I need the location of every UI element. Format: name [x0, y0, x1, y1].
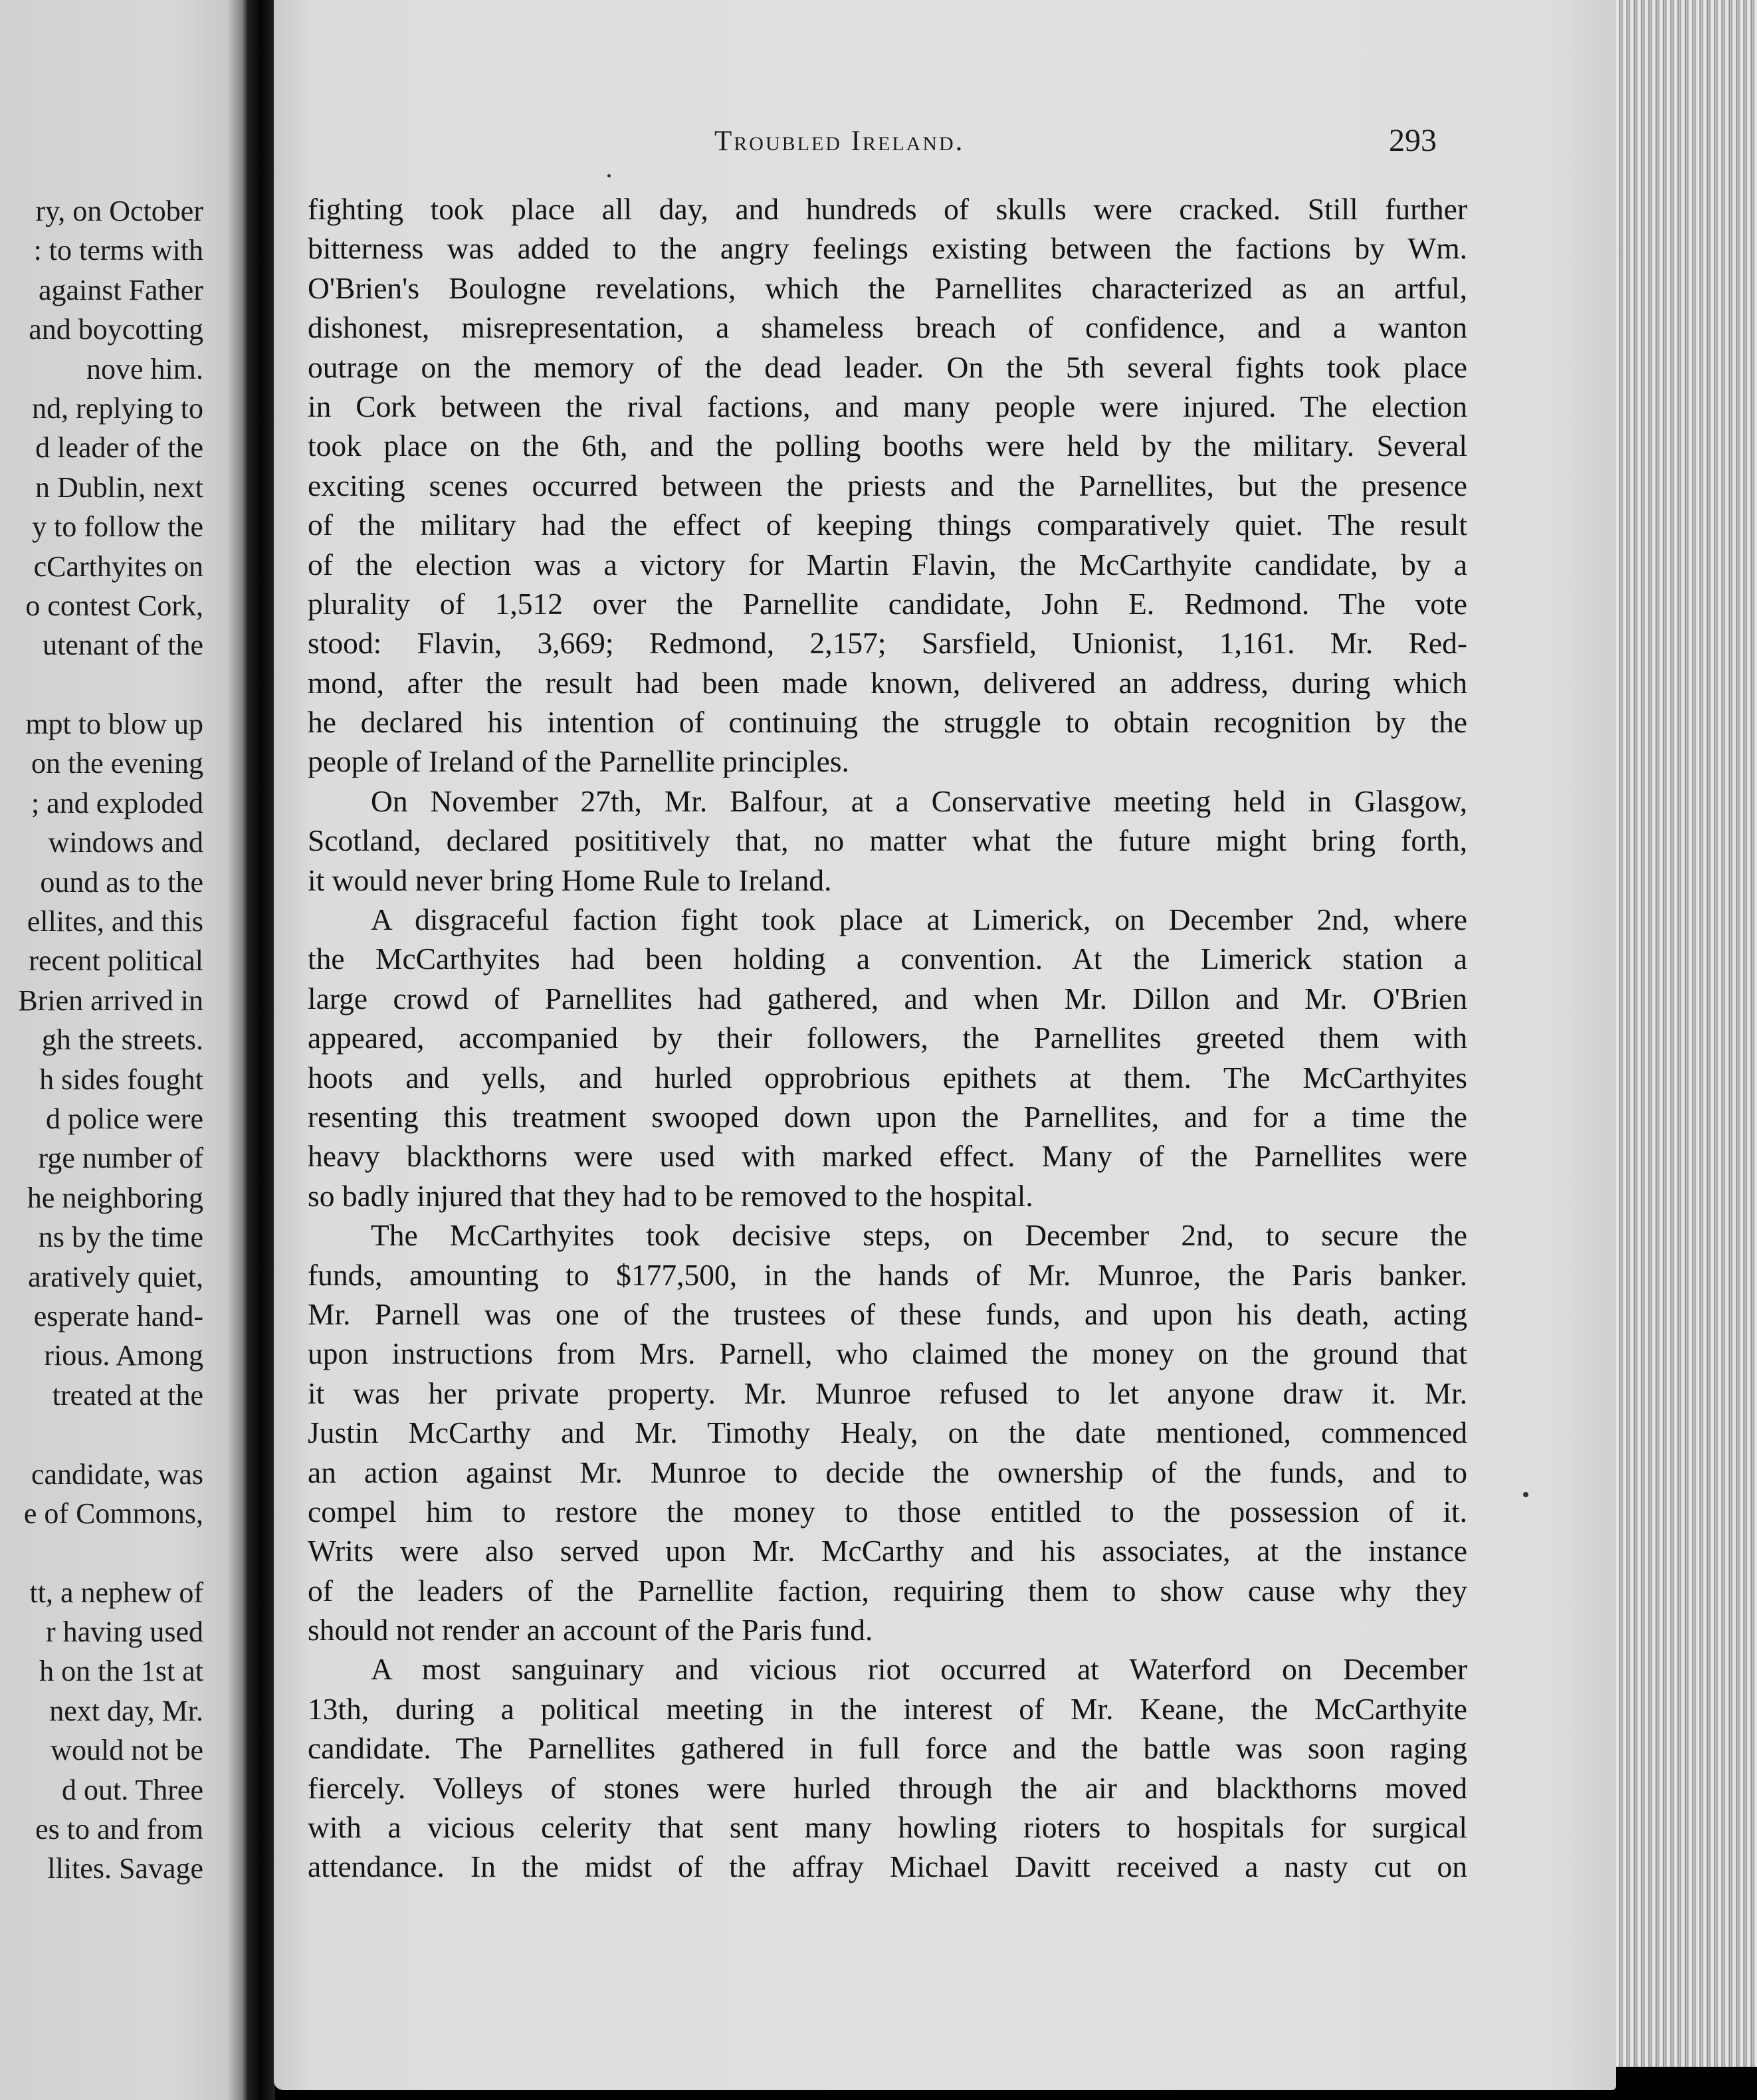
body-text — [308, 189, 1467, 1887]
left-page-line: he neighboring — [27, 1181, 203, 1214]
left-page-line: windows and — [48, 826, 203, 859]
left-page-line: llites. Savage — [47, 1852, 203, 1885]
left-page-line: utenant of the — [43, 629, 203, 662]
text-line: dishonest, misrepresentation, a shameless breach of confidence, and a wanton — [308, 310, 1467, 345]
left-page-line: Brien arrived in — [18, 984, 203, 1017]
running-head: Troubled Ireland. — [714, 126, 965, 157]
text-line: Scotland, declared posititively that, no matter what the future might bring forth, — [308, 823, 1467, 858]
text-line: heavy blackthorns were used with marked effect. Many of the Parnellites were — [308, 1139, 1467, 1174]
speck — [1523, 1492, 1528, 1497]
text-line: resenting this treatment swooped down upon the Parnellites, and for a time the — [308, 1099, 1467, 1134]
left-page-line: mpt to blow up — [25, 708, 203, 741]
text-line: with a vicious celerity that sent many howling rioters to hospitals for surgical — [308, 1810, 1467, 1845]
page-number: 293 — [1389, 123, 1437, 158]
left-page-line: recent political — [29, 944, 203, 978]
left-page-line: e of Commons, — [23, 1497, 203, 1530]
text-line: should not render an account of the Paris fund. — [308, 1613, 873, 1647]
text-line: A most sanguinary and vicious riot occurred at Waterford on December — [371, 1652, 1467, 1687]
left-page-line: es to and from — [35, 1813, 203, 1846]
text-line: A disgraceful faction fight took place at Limerick, on December 2nd, where — [371, 902, 1467, 937]
text-line: of the leaders of the Parnellite faction, requiring them to show cause why they — [308, 1573, 1467, 1608]
left-page-line: ellites, and this — [27, 905, 203, 938]
left-page-line: d out. Three — [61, 1773, 203, 1806]
text-line: The McCarthyites took decisive steps, on December 2nd, to secure the — [371, 1218, 1467, 1253]
text-line: large crowd of Parnellites had gathered, and when Mr. Dillon and Mr. O'Brien — [308, 981, 1467, 1015]
left-page-line: next day, Mr. — [49, 1694, 203, 1727]
left-page-line: d leader of the — [35, 431, 203, 465]
text-line: On November 27th, Mr. Balfour, at a Conservative meeting held in Glasgow, — [371, 784, 1467, 818]
text-line: Mr. Parnell was one of the trustees of these funds, and upon his death, acting — [308, 1297, 1467, 1331]
left-page-line: would not be — [51, 1734, 203, 1767]
left-page-line: d police were — [46, 1102, 203, 1135]
text-line: exciting scenes occurred between the priests and the Parnellites, but the presence — [308, 468, 1467, 502]
text-line: took place on the 6th, and the polling booths were held by the military. Several — [308, 429, 1467, 463]
text-line: plurality of 1,512 over the Parnellite candidate, John E. Redmond. The vote — [308, 586, 1467, 621]
text-line: of the military had the effect of keeping things comparatively quiet. The result — [308, 508, 1467, 542]
left-page-line: ; and exploded — [31, 786, 203, 819]
text-line: he declared his intention of continuing the struggle to obtain recognition by the — [308, 705, 1467, 740]
left-page-line — [0, 1415, 203, 1454]
text-line: candidate. The Parnellites gathered in full force and the battle was soon raging — [308, 1731, 1467, 1766]
text-line: attendance. In the midst of the affray Michael Davitt received a nasty cut on — [308, 1849, 1467, 1884]
left-page-line: esperate hand- — [33, 1299, 203, 1332]
text-line: stood: Flavin, 3,669; Redmond, 2,157; Sarsfield, Unionist, 1,161. Mr. Red- — [308, 626, 1467, 661]
left-page-line: nove him. — [86, 352, 203, 385]
text-line: hoots and yells, and hurled opprobrious epithets at them. The McCarthyites — [308, 1060, 1467, 1095]
text-line: mond, after the result had been made known, delivered an address, during which — [308, 665, 1467, 700]
speck — [607, 174, 611, 177]
left-page-line: h sides fought — [39, 1063, 203, 1096]
text-line: in Cork between the rival factions, and many people were injured. The election — [308, 389, 1467, 423]
text-line: funds, amounting to $177,500, in the hands of Mr. Munroe, the Paris banker. — [308, 1257, 1467, 1292]
left-page-line: cCarthyites on — [33, 550, 203, 583]
text-line: fiercely. Volleys of stones were hurled through the air and blackthorns moved — [308, 1770, 1467, 1805]
left-page-line: gh the streets. — [41, 1023, 203, 1057]
left-page-line — [0, 665, 203, 704]
left-page-line: rge number of — [38, 1142, 203, 1175]
left-page-line: candidate, was — [31, 1457, 203, 1491]
text-line: Justin McCarthy and Mr. Timothy Healy, on the date mentioned, commenced — [308, 1416, 1467, 1450]
left-page-line: y to follow the — [32, 510, 203, 544]
text-line: Writs were also served upon Mr. McCarthy and his associates, at the instance — [308, 1534, 1467, 1568]
text-line: fighting took place all day, and hundreds of skulls were cracked. Still further — [308, 192, 1467, 226]
left-page-line: tt, a nephew of — [29, 1576, 203, 1609]
text-line: so badly injured that they had to be removed to the hospital. — [308, 1178, 1033, 1213]
left-page-line: nd, replying to — [32, 391, 203, 425]
text-line: appeared, accompanied by their followers, the Parnellites greeted them with — [308, 1021, 1467, 1055]
text-line: O'Brien's Boulogne revelations, which the Parnellites characterized as an artful, — [308, 270, 1467, 305]
text-line: upon instructions from Mrs. Parnell, who claimed the money on the ground that — [308, 1336, 1467, 1371]
left-page-line: aratively quiet, — [28, 1260, 203, 1293]
left-page-line — [0, 1533, 203, 1572]
text-line: bitterness was added to the angry feelings existing between the factions by Wm. — [308, 231, 1467, 266]
left-page-line: ound as to the — [40, 865, 203, 898]
left-page-line: treated at the — [52, 1378, 203, 1412]
left-page-line: r having used — [45, 1616, 203, 1649]
left-page-line: ry, on October — [35, 195, 203, 227]
book-spine — [247, 0, 275, 2100]
text-line: compel him to restore the money to those entitled to the possession of it. — [308, 1494, 1467, 1528]
text-line: the McCarthyites had been holding a convention. At the Limerick station a — [308, 942, 1467, 976]
left-page-edge — [0, 0, 247, 2100]
left-page-text — [0, 191, 203, 1889]
text-line: it was her private property. Mr. Munroe refused to let anyone draw it. Mr. — [308, 1376, 1467, 1410]
left-page-line: n Dublin, next — [35, 471, 203, 504]
left-page-line: and boycotting — [29, 313, 203, 346]
text-line: outrage on the memory of the dead leader. On the 5th several fights took place — [308, 350, 1467, 384]
text-line: it would never bring Home Rule to Ireland. — [308, 863, 832, 897]
text-line: 13th, during a political meeting in the interest of Mr. Keane, the McCarthyite — [308, 1691, 1467, 1726]
left-page-line: o contest Cork, — [25, 589, 203, 622]
page-edges — [1616, 0, 1757, 2067]
text-line: of the election was a victory for Martin Flavin, the McCarthyite candidate, by a — [308, 547, 1467, 581]
text-line: people of Ireland of the Parnellite principles. — [308, 744, 849, 779]
text-line: an action against Mr. Munroe to decide the ownership of the funds, and to — [308, 1455, 1467, 1489]
left-page-line: rious. Among — [44, 1339, 203, 1372]
left-page-line: on the evening — [31, 747, 203, 780]
left-page-line: h on the 1st at — [39, 1655, 203, 1688]
left-page-line: against Father — [38, 273, 203, 306]
left-page-line: ns by the time — [38, 1221, 203, 1254]
left-page-line: : to terms with — [33, 234, 203, 267]
